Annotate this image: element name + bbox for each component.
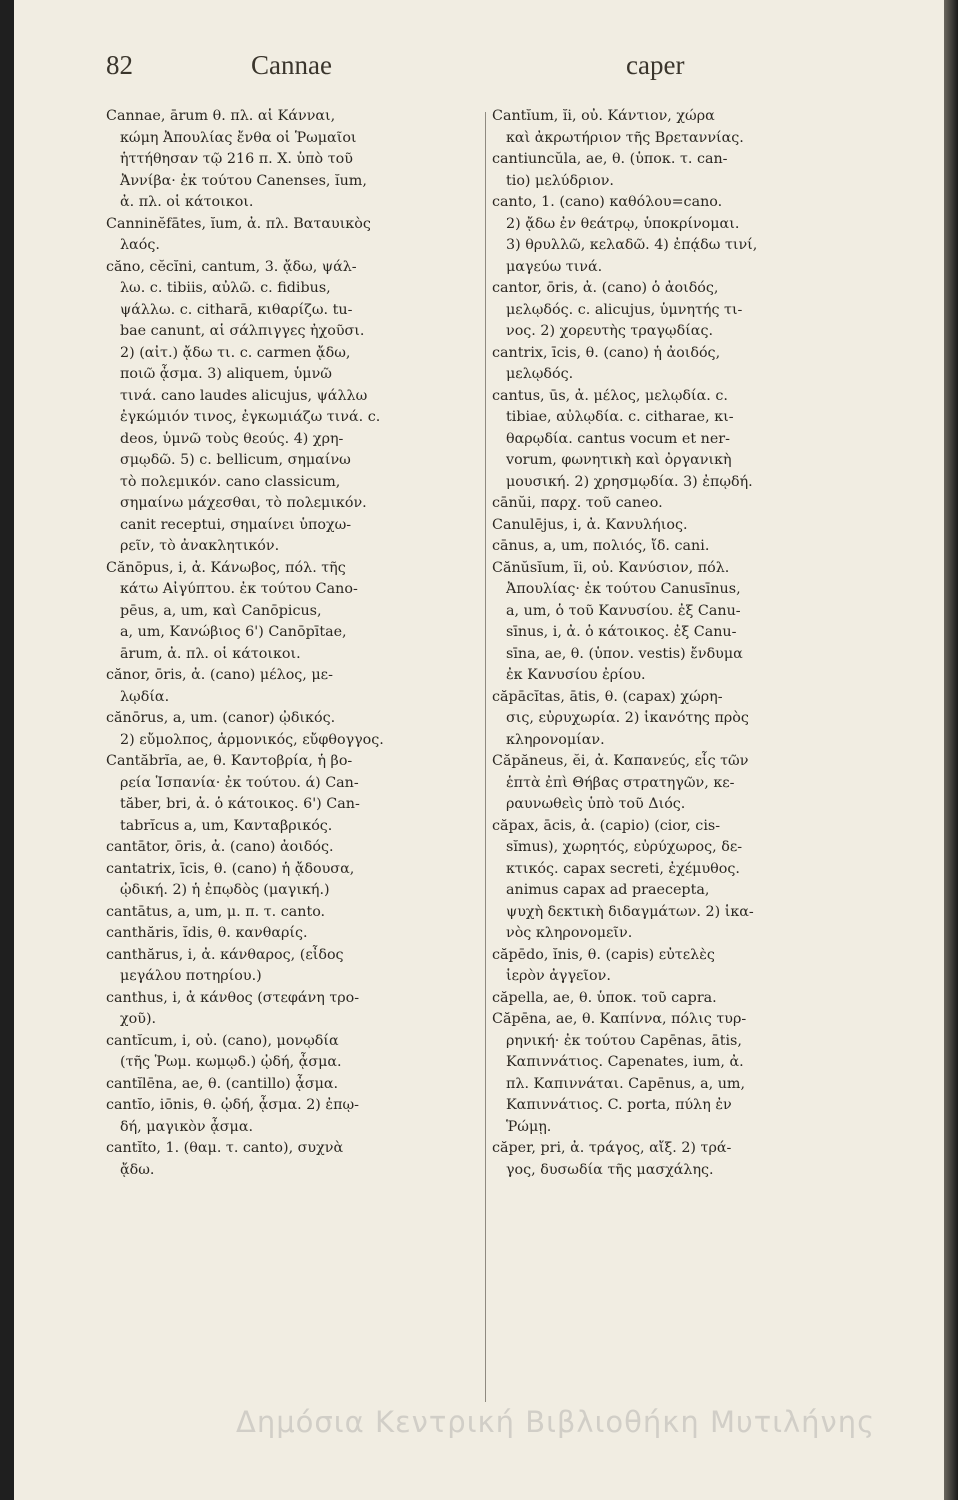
dictionary-entry <box>492 493 872 515</box>
dictionary-entry <box>106 558 481 666</box>
entry-continuation-line: μεγάλου ποτηρίου.) <box>120 968 262 984</box>
entry-headword-line: canthărus, i, ἀ. κάνθαρος, (εἶδος <box>106 946 344 963</box>
entry-headword-line: căper, pri, ἀ. τράγος, αἴξ. 2) τρά- <box>492 1140 732 1156</box>
dictionary-entry <box>106 708 481 751</box>
entry-continuation-line: ᾄδω. <box>120 1161 155 1178</box>
running-header <box>106 50 726 90</box>
dictionary-entry <box>106 945 481 988</box>
entry-headword-line: Canulējus, i, ἀ. Κανυλήιος. <box>492 516 688 533</box>
entry-continuation-line: δή, μαγικὸν ᾆσμα. <box>120 1118 254 1135</box>
entry-headword-line: Cănŭsĭum, ĭi, οὐ. Κανύσιον, πόλ. <box>492 559 730 576</box>
entry-continuation-line: animus capax ad praecepta, <box>506 882 710 898</box>
entry-headword-line: cantrix, īcis, θ. (cano) ἡ ἀοιδός, <box>492 344 721 361</box>
entry-continuation-line: μελῳδός. c. alicujus, ὑμνητής τι- <box>506 301 743 318</box>
entry-continuation-line: μελῳδός. <box>506 366 574 382</box>
dictionary-entry <box>492 386 872 494</box>
entry-headword-line: cantatrix, īcis, θ. (cano) ἡ ᾄδουσα, <box>106 860 355 877</box>
entry-continuation-line: σημαίνω μάχεσθαι, τὸ πολεμικόν. <box>120 495 367 511</box>
dictionary-entry <box>492 687 872 752</box>
dictionary-entry <box>106 1095 481 1138</box>
entry-headword-line: cantiuncŭla, ae, θ. (ὑποκ. τ. can- <box>492 151 728 167</box>
entry-continuation-line: τινά. cano laudes alicujus, ψάλλω <box>120 387 368 404</box>
entry-continuation-line: bae canunt, αἱ σάλπιγγες ἠχοῦσι. <box>120 323 365 339</box>
entry-continuation-line: λῳδία. <box>120 688 170 705</box>
entry-continuation-line: τὸ πολεμικόν. cano classicum, <box>120 473 341 490</box>
entry-headword-line: cantus, ūs, ἀ. μέλος, μελῳδία. c. <box>492 387 728 404</box>
entry-continuation-line: ραυνωθεὶς ὑπὸ τοῦ Διός. <box>506 796 686 812</box>
entry-headword-line: canthus, i, ἀ κάνθος (στεφάνη τρο- <box>106 989 360 1006</box>
entry-headword-line: căpēdo, ĭnis, θ. (capis) εὐτελὲς <box>492 946 715 963</box>
entry-headword-line: cănōrus, a, um. (canor) ᾠδικός. <box>106 710 336 726</box>
entry-continuation-line: κληρονομίαν. <box>506 731 605 748</box>
dictionary-entry <box>106 1031 481 1074</box>
dictionary-entry <box>492 192 872 278</box>
entry-continuation-line: σμῳδῶ. 5) c. bellicum, σημαίνω <box>120 452 351 468</box>
dictionary-entry <box>106 214 481 257</box>
entry-headword-line: Cantăbrĭa, ae, θ. Καντοβρία, ἡ βο- <box>106 753 353 769</box>
entry-continuation-line: ρεῖν, τὸ ἀνακλητικόν. <box>120 538 280 554</box>
dictionary-entry <box>492 343 872 386</box>
dictionary-entry <box>492 106 872 149</box>
first-guide-word: Cannae <box>251 50 332 80</box>
dictionary-entry <box>492 149 872 192</box>
entry-headword-line: cantĭlēna, ae, θ. (cantillo) ᾆσμα. <box>106 1075 339 1092</box>
entry-headword-line: Cănōpus, i, ἀ. Κάνωβος, πόλ. τῆς <box>106 559 346 576</box>
entry-headword-line: cănor, ōris, ἀ. (cano) μέλος, με- <box>106 667 333 683</box>
entry-continuation-line: ārum, ἀ. πλ. οἱ κάτοικοι. <box>120 645 301 662</box>
entry-continuation-line: ᾠδική. 2) ἡ ἐπῳδὸς (μαγική.) <box>120 882 330 898</box>
entry-headword-line: cānŭi, παρχ. τοῦ caneo. <box>492 495 663 511</box>
entry-continuation-line: ἱερὸν ἀγγεῖον. <box>506 968 611 984</box>
entry-continuation-line: σις, εὐρυχωρία. 2) ἱκανότης πρὸς <box>506 710 749 726</box>
entry-headword-line: căpella, ae, θ. ὑποκ. τοῦ capra. <box>492 989 717 1006</box>
entry-headword-line: Căpăneus, ĕi, ἀ. Καπανεύς, εἷς τῶν <box>492 753 749 769</box>
entry-continuation-line: Ἀπουλίας· ἐκ τούτου Canusīnus, <box>506 581 741 597</box>
entry-continuation-line: κώμη Ἀπουλίας ἔνθα οἱ Ῥωμαῖοι <box>120 129 357 146</box>
dictionary-entry <box>492 536 872 558</box>
entry-continuation-line: tabrĭcus a, um, Κανταβρικός. <box>120 817 333 834</box>
dictionary-entry <box>492 945 872 988</box>
last-guide-word: caper <box>626 50 685 80</box>
entry-headword-line: cantor, ōris, ἀ. (cano) ὁ ἀοιδός, <box>492 280 719 296</box>
dictionary-entry <box>492 988 872 1010</box>
entry-continuation-line: sĭmus), χωρητός, εὐρύχωρος, δε- <box>506 839 743 855</box>
entry-continuation-line: μαγεύω τινά. <box>506 258 603 275</box>
entry-continuation-line: κτικός. capax secreti, ἐχέμυθος. <box>506 860 740 877</box>
entry-continuation-line: 2) εὔμολπος, ἁρμονικός, εὔφθογγος. <box>120 731 384 748</box>
entry-headword-line: căpācĭtas, ātis, θ. (capax) χώρη- <box>492 688 723 705</box>
dictionary-entry <box>106 859 481 902</box>
entry-continuation-line: πλ. Καπιννάται. Capēnus, a, um, <box>506 1075 746 1092</box>
dictionary-entry <box>106 923 481 945</box>
entry-continuation-line: Καπιννάτιος. C. porta, πύλη ἐν <box>506 1097 732 1113</box>
dictionary-entry <box>492 1009 872 1138</box>
entry-continuation-line: 2) ᾄδω ἐν θεάτρῳ, ὑποκρίνομαι. <box>506 215 740 232</box>
entry-headword-line: cantātor, ōris, ἀ. (cano) ἀοιδός. <box>106 839 334 855</box>
dictionary-entry <box>492 278 872 343</box>
entry-headword-line: Căpēna, ae, θ. Καπίννα, πόλις τυρ- <box>492 1011 747 1027</box>
entry-continuation-line: ἑπτὰ ἐπὶ Θήβας στρατηγῶν, κε- <box>506 774 735 791</box>
entry-continuation-line: (τῆς Ῥωμ. κωμῳδ.) ᾠδή, ᾆσμα. <box>120 1054 342 1070</box>
entry-continuation-line: γος, δυσωδία τῆς μασχάλης. <box>506 1161 714 1178</box>
entry-headword-line: canthăris, ĭdis, θ. κανθαρίς. <box>106 925 308 941</box>
entry-continuation-line: νος. 2) χορευτὴς τραγῳδίας. <box>506 323 714 339</box>
entry-continuation-line: ψυχὴ δεκτικὴ διδαγμάτων. 2) ἱκα- <box>506 903 754 920</box>
column-divider <box>485 112 486 1402</box>
entry-continuation-line: μουσική. 2) χρησμῳδία. 3) ἐπῳδή. <box>506 473 753 490</box>
entry-continuation-line: Ῥώμῃ. <box>506 1118 552 1135</box>
entry-continuation-line: καὶ ἀκρωτήριον τῆς Βρεταννίας. <box>506 129 744 146</box>
dictionary-entry <box>106 902 481 924</box>
entry-continuation-line: 2) (αἰτ.) ᾄδω τι. c. carmen ᾄδω, <box>120 344 351 361</box>
dictionary-entry <box>492 558 872 687</box>
dictionary-entry <box>106 751 481 837</box>
entry-headword-line: căpax, ācis, ἀ. (capio) (cior, cis- <box>492 817 721 834</box>
left-column <box>106 106 481 1181</box>
entry-continuation-line: ρηνική· ἐκ τούτου Capēnas, ātis, <box>506 1032 742 1049</box>
entry-headword-line: cantĭto, 1. (θαμ. τ. canto), συχνὰ <box>106 1140 344 1156</box>
dictionary-entry <box>106 257 481 558</box>
entry-continuation-line: ἡττήθησαν τῷ 216 π. Χ. ὑπὸ τοῦ <box>120 151 353 167</box>
entry-continuation-line: ἐκ Κανυσίου ἐρίου. <box>506 667 646 683</box>
entry-continuation-line: tibiae, αὐλῳδία. c. citharae, κι- <box>506 409 734 425</box>
entry-headword-line: cantĭo, iōnis, θ. ᾠδή, ᾆσμα. 2) ἐπῳ- <box>106 1097 359 1113</box>
scan-edge <box>944 0 958 1500</box>
entry-continuation-line: sīna, ae, θ. (ὑπον. vestis) ἔνδυμα <box>506 645 743 662</box>
entry-headword-line: cānus, a, um, πολιός, ἴδ. cani. <box>492 538 710 554</box>
entry-continuation-line: canit receptui, σημαίνει ὑποχω- <box>120 516 352 533</box>
entry-continuation-line: tio) μελύδριον. <box>506 172 614 189</box>
entry-continuation-line: λω. c. tibiis, αὐλῶ. c. fidibus, <box>120 280 331 296</box>
entry-headword-line: Cannae, ārum θ. πλ. αἱ Κάνναι, <box>106 108 336 124</box>
entry-continuation-line: deos, ὑμνῶ τοὺς θεούς. 4) χρη- <box>120 430 344 447</box>
entry-continuation-line: ἀ. πλ. οἱ κάτοικοι. <box>120 194 254 210</box>
entry-continuation-line: sīnus, i, ἀ. ὁ κάτοικος. ἐξ Canu- <box>506 624 737 640</box>
dictionary-entry <box>106 988 481 1031</box>
entry-continuation-line: 3) θρυλλῶ, κελαδῶ. 4) ἐπᾴδω τινί, <box>506 237 758 253</box>
entry-continuation-line: ἐγκώμιόν τινος, ἐγκωμιάζω τινά. c. <box>120 409 381 425</box>
entry-headword-line: cantātus, a, um, μ. π. τ. canto. <box>106 903 326 920</box>
entry-continuation-line: λαός. <box>120 237 160 253</box>
dictionary-entry <box>106 1074 481 1096</box>
entry-continuation-line: vorum, φωνητικὴ καὶ ὀργανικὴ <box>506 452 732 468</box>
dictionary-entry <box>492 515 872 537</box>
entry-continuation-line: ποιῶ ᾆσμα. 3) aliquem, ὑμνῶ <box>120 366 332 382</box>
dictionary-entry <box>106 106 481 214</box>
entry-headword-line: Canninĕfātes, ĭum, ἀ. πλ. Βαταυικὸς <box>106 215 371 232</box>
entry-continuation-line: χοῦ). <box>120 1011 157 1027</box>
page-number: 82 <box>106 50 133 80</box>
right-column <box>492 106 872 1181</box>
entry-continuation-line: θαρῳδία. cantus vocum et ner- <box>506 430 730 447</box>
library-watermark: Δημόσια Κεντρική Βιβλιοθήκη Μυτιλήνης <box>236 1405 876 1439</box>
dictionary-entry <box>106 665 481 708</box>
entry-continuation-line: νὸς κληρονομεῖν. <box>506 925 633 941</box>
entry-continuation-line: Ἀννίβα· ἐκ τούτου Canenses, ĭum, <box>120 172 367 189</box>
dictionary-entry <box>492 751 872 816</box>
entry-continuation-line: tăber, bri, ἀ. ὁ κάτοικος. 6') Can- <box>120 796 360 812</box>
entry-headword-line: căno, cĕcĭni, cantum, 3. ᾄδω, ψάλ- <box>106 258 357 275</box>
entry-continuation-line: a, um, ὁ τοῦ Κανυσίου. ἐξ Canu- <box>506 602 741 619</box>
entry-headword-line: cantĭcum, i, οὐ. (cano), μονῳδία <box>106 1032 339 1049</box>
entry-continuation-line: ρεία Ἱσπανία· ἐκ τούτου. ά) Can- <box>120 774 359 791</box>
entry-continuation-line: a, um, Κανώβιος 6') Canōpītae, <box>120 624 347 640</box>
dictionary-entry <box>492 1138 872 1181</box>
dictionary-entry <box>106 1138 481 1181</box>
dictionary-entry <box>492 816 872 945</box>
dictionary-page <box>14 0 944 1500</box>
entry-continuation-line: pēus, a, um, καὶ Canōpicus, <box>120 602 322 619</box>
dictionary-entry <box>106 837 481 859</box>
entry-continuation-line: Καπιννάτιος. Capenates, ium, ἀ. <box>506 1054 744 1070</box>
entry-headword-line: Cantĭum, ĭi, οὐ. Κάντιον, χώρα <box>492 108 715 124</box>
entry-continuation-line: ψάλλω. c. citharā, κιθαρίζω. tu- <box>120 301 353 318</box>
entry-headword-line: canto, 1. (cano) καθόλου=cano. <box>492 194 723 210</box>
entry-continuation-line: κάτω Αἰγύπτου. ἐκ τούτου Cano- <box>120 581 358 597</box>
